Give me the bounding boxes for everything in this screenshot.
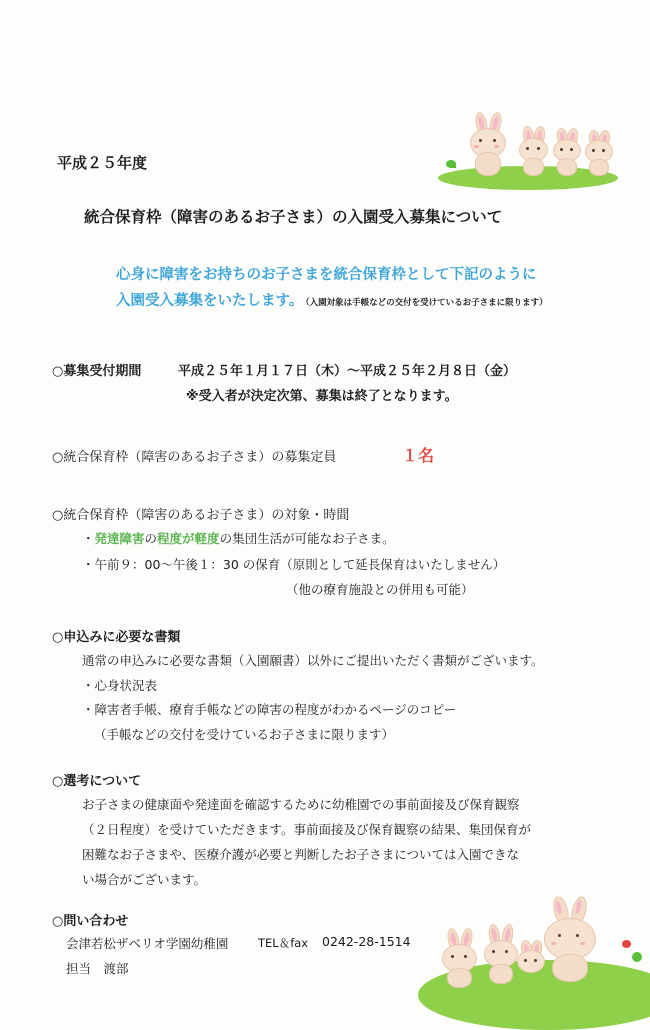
contact-heading: ○問い合わせ [52, 914, 129, 929]
contact-org: 会津若松ザベリオ学園幼稚園 [66, 936, 229, 951]
target-item-2: ・午前９：00〜午後１：30 の保育（原則として延長保育はいたしません） [82, 557, 506, 572]
ladybug-icon [622, 940, 631, 948]
clover-icon [632, 952, 642, 962]
selection-line-3: 困難なお子さまや、医療介護が必要と判断したお子さまについては入園できな [82, 847, 520, 862]
target-item-1-particle: の [144, 531, 158, 546]
documents-item-2-note: （手帳などの交付を受けているお子さまに限ります） [94, 727, 395, 742]
target-item-2-note: （他の療育施設との併用も可能） [286, 582, 474, 597]
bunny-5-icon [538, 896, 600, 982]
bunny-6-icon [438, 928, 480, 988]
period-dates: 平成２５年１月１７日（木）〜平成２５年２月８日（金） [178, 364, 517, 379]
target-item-1-rest: の集団生活が可能なお子さま。 [219, 531, 395, 546]
target-item-1-highlight-b: 程度が軽度 [157, 531, 220, 546]
bunny-1-icon [466, 112, 510, 178]
period-heading: ○募集受付期間 [52, 364, 142, 379]
lead-note: （入園対象は手帳などの交付を受けているお子さまに限ります） [305, 298, 548, 308]
target-item-1-bullet: ・ [82, 531, 95, 546]
bunny-8-icon [514, 940, 546, 986]
period-note: ※受入者が決定次第、募集は終了となります。 [186, 389, 458, 404]
selection-line-4: い場合がございます。 [82, 872, 207, 887]
lead-line-2 [116, 289, 548, 310]
bunny-2-icon [516, 126, 550, 176]
target-item-1-highlight-a: 発達障害 [94, 531, 145, 546]
documents-item-2: ・障害者手帳、療育手帳などの障害の程度がわかるページのコピー [82, 702, 457, 717]
page-title: 統合保育枠（障害のあるお子さま）の入園受入募集について [84, 208, 503, 226]
lead-line-2-text: 入園受入募集をいたします。 [116, 293, 304, 309]
selection-line-2: （２日程度）を受けていただきます。事前面接及び保育観察の結果、集団保育が [82, 822, 532, 837]
selection-heading: ○選考について [52, 774, 142, 789]
bunny-3-icon [550, 128, 582, 176]
bunny-illustration-top [438, 108, 618, 188]
lead-line-1: 心身に障害をお持ちのお子さまを統合保育枠として下記のように [116, 267, 537, 283]
capacity-heading: ○統合保育枠（障害のあるお子さま）の募集定員 [52, 450, 337, 465]
sprout-icon [446, 160, 456, 168]
documents-intro: 通常の申込みに必要な書類（入園願書）以外にご提出いただく書類がございます。 [82, 653, 544, 668]
bunny-illustration-bottom [418, 890, 650, 1001]
bunny-4-icon [582, 130, 614, 176]
fiscal-year: 平成２５年度 [57, 154, 148, 172]
contact-tel: 0242-28-1514 [322, 934, 411, 949]
selection-line-1: お子さまの健康面や発達面を確認するために幼稚園での事前面接及び保育観察 [82, 797, 520, 812]
contact-person: 担当 渡部 [66, 961, 129, 976]
documents-heading: ○申込みに必要な書類 [52, 630, 181, 645]
target-heading: ○統合保育枠（障害のあるお子さま）の対象・時間 [52, 508, 350, 523]
capacity-value: １名 [402, 446, 435, 465]
contact-tel-label: TEL＆fax [258, 936, 309, 950]
target-item-1 [82, 529, 395, 547]
documents-item-1: ・心身状況表 [82, 678, 158, 693]
